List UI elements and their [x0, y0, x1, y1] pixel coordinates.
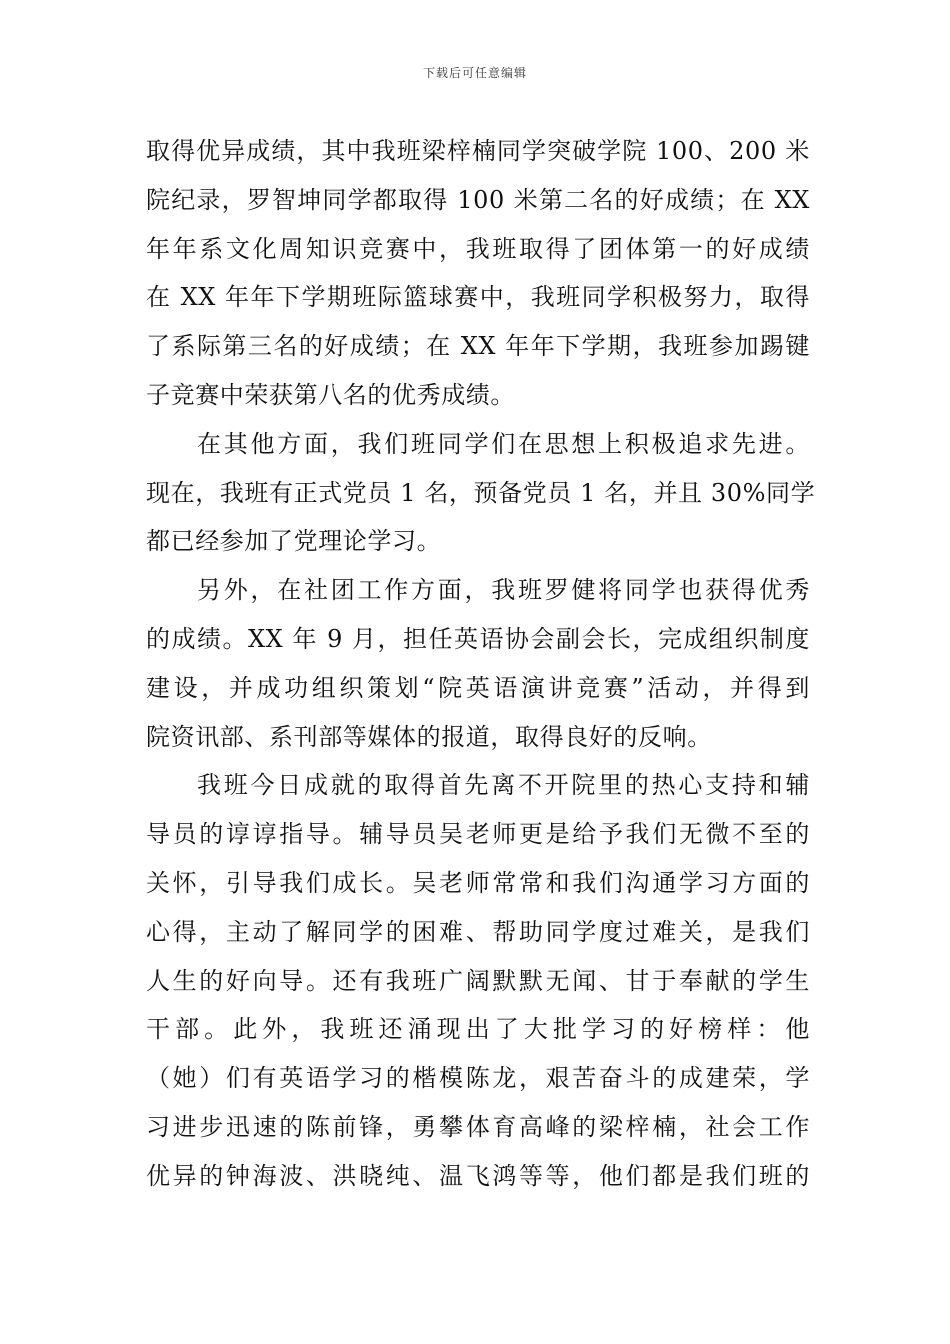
text-line: 取得优异成绩，其中我班梁梓楠同学突破学院 100、200 米 [146, 137, 810, 165]
text-line: 年年系文化周知识竞赛中，我班取得了团体第一的好成绩 [146, 234, 810, 263]
text-line: （她）们有英语学习的楷模陈龙，艰苦奋斗的成建荣，学 [146, 1064, 810, 1093]
text-line: 院资讯部、系刊部等媒体的报道，取得良好的反响。 [146, 722, 712, 751]
text-line: 建设，并成功组织策划“院英语演讲竞赛”活动，并得到 [146, 673, 810, 702]
text-line: 院纪录，罗智坤同学都取得 100 米第二名的好成绩；在 XX [146, 185, 810, 214]
text-line: 的成绩。XX 年 9 月，担任英语协会副会长，完成组织制度 [146, 624, 810, 653]
text-line: 都已经参加了党理论学习。 [146, 527, 442, 556]
text-line: 干部。此外，我班还涌现出了大批学习的好榜样：他 [146, 1015, 810, 1044]
text-line: 人生的好向导。还有我班广阔默默无闻、甘于奉献的学生 [146, 966, 810, 995]
text-line: 另外，在社团工作方面，我班罗健将同学也获得优秀 [197, 576, 810, 605]
text-line: 了系际第三名的好成绩；在 XX 年年下学期，我班参加踢键 [146, 332, 810, 361]
text-line: 在其他方面，我们班同学们在思想上积极追求先进。 [197, 429, 810, 458]
page-header: 下载后可任意编辑 [422, 66, 527, 80]
text-line: 导员的谆谆指导。辅导员吴老师更是给予我们无微不至的 [146, 820, 810, 849]
document-body [146, 127, 816, 1201]
text-line: 我班今日成就的取得首先离不开院里的热心支持和辅 [197, 771, 810, 800]
text-line: 子竞赛中荣获第八名的优秀成绩。 [146, 380, 515, 409]
text-line: 现在，我班有正式党员 1 名，预备党员 1 名，并且 30%同学 [146, 478, 816, 507]
text-line: 优异的钟海波、洪晓纯、温飞鸿等等，他们都是我们班的 [146, 1161, 810, 1190]
text-line: 心得，主动了解同学的困难、帮助同学度过难关，是我们 [146, 917, 810, 946]
text-line: 习进步迅速的陈前锋，勇攀体育高峰的梁梓楠，社会工作 [146, 1112, 810, 1141]
text-line: 在 XX 年年下学期班际篮球赛中，我班同学积极努力，取得 [146, 283, 810, 312]
text-line: 关怀，引导我们成长。吴老师常常和我们沟通学习方面的 [146, 868, 810, 897]
